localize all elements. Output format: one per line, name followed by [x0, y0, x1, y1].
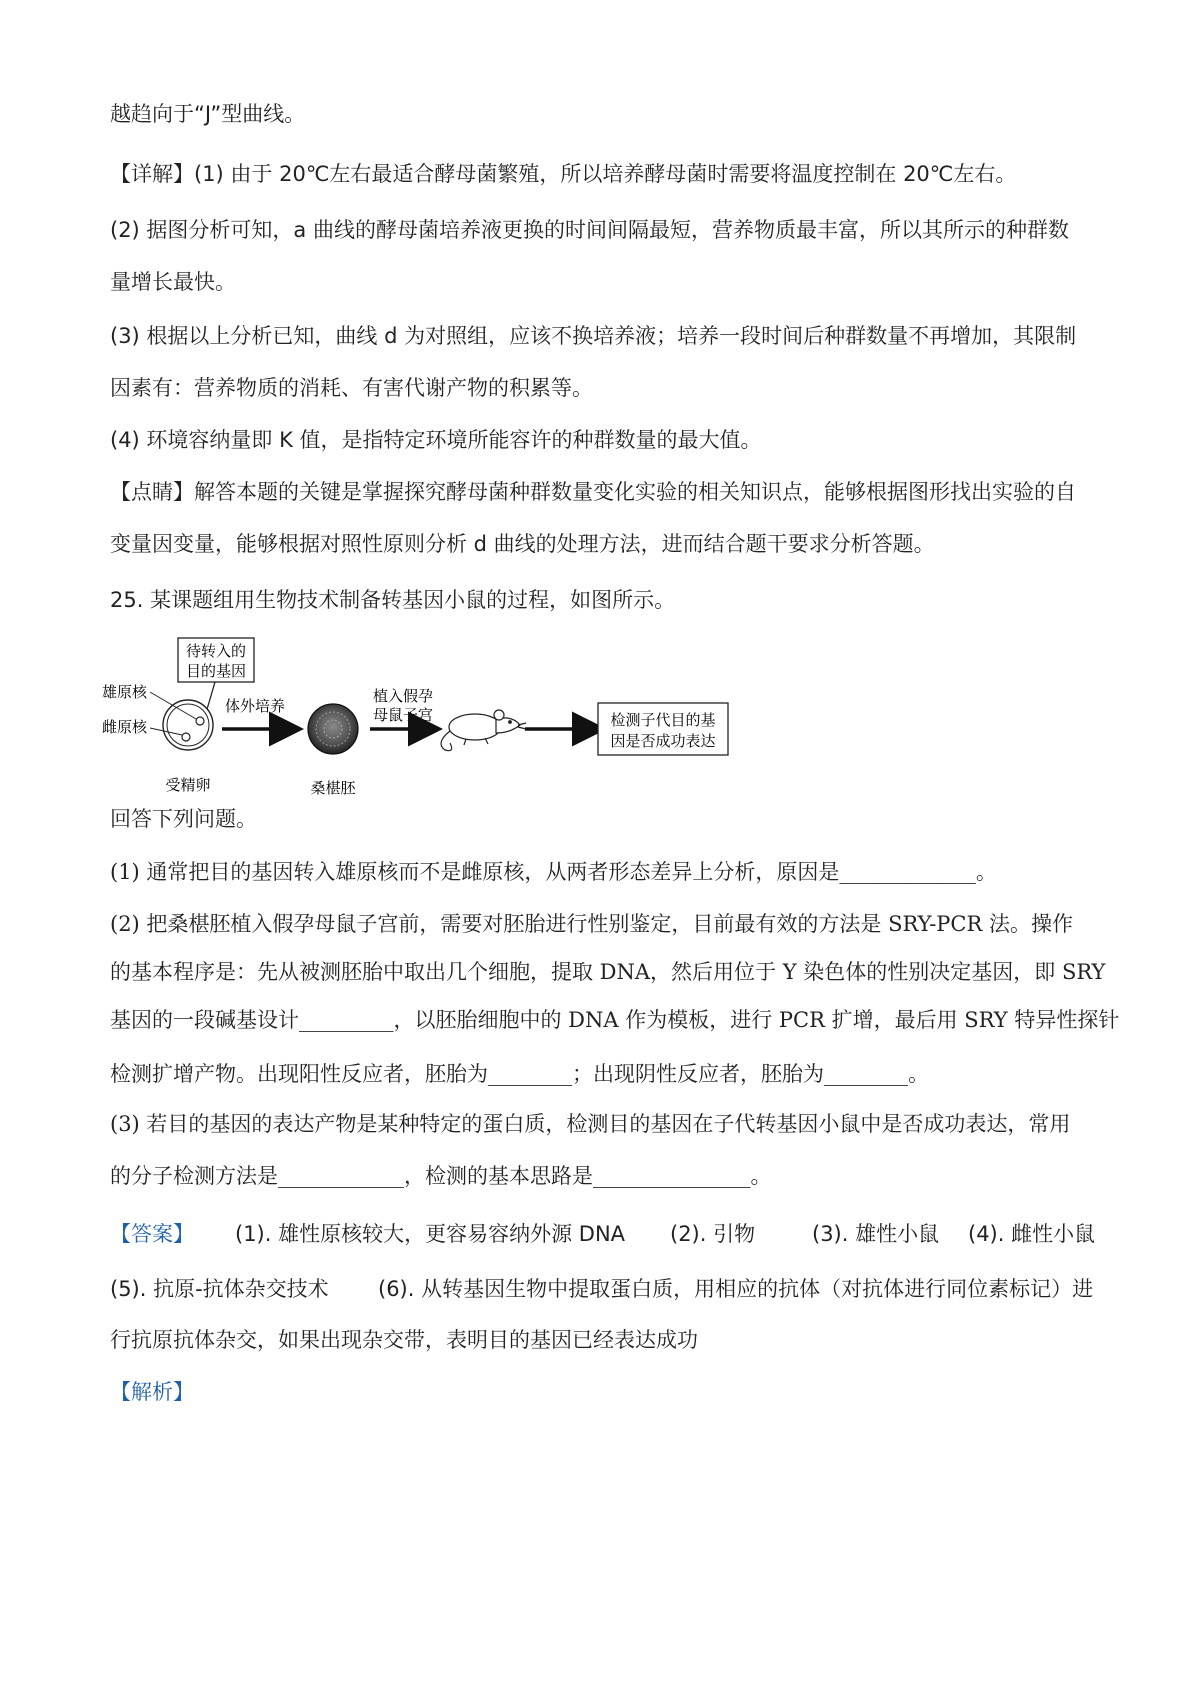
implant-label-1: 植入假孕 [373, 687, 434, 705]
text-line-6: 因素有：营养物质的消耗、有害代谢产物的积累等。 [110, 376, 593, 400]
answer-6-continued: 行抗原抗体杂交，如果出现杂交带，表明目的基因已经表达成功 [110, 1328, 698, 1352]
male-pronucleus [196, 717, 204, 725]
text-line-9: 变量因变量，能够根据对照性原则分析 d 曲线的处理方法，进而结合题干要求分析答题。 [110, 532, 935, 556]
question-1: (1) 通常把目的基因转入雄原核而不是雌原核，从两者形态差异上分析，原因是_____________。 [110, 860, 997, 884]
target-gene-label-1: 待转入的 [185, 642, 247, 660]
answer-6: (6). 从转基因生物中提取蛋白质，用相应的抗体（对抗体进行同位素标记）进 [378, 1277, 1094, 1301]
target-gene-label-2: 目的基因 [185, 662, 247, 680]
text-line-4: 量增长最快。 [110, 270, 236, 294]
text-line-2: 【详解】(1) 由于 20℃左右最适合酵母菌繁殖，所以培养酵母菌时需要将温度控制在 20℃左右。 [110, 162, 1017, 186]
text-line-3: (2) 据图分析可知，a 曲线的酵母菌培养液更换的时间间隔最短，营养物质最丰富，所以其所示的种群数 [110, 218, 1069, 242]
result-label-1: 检测子代目的基 [610, 711, 716, 729]
zygote-outer-circle [163, 700, 213, 750]
question-2-line-2: 的基本程序是：先从被测胚胎中取出几个细胞，提取 DNA，然后用位于 Y 染色体的性别决定基因，即 SRY [110, 960, 1106, 984]
answer-label: 【答案】 [110, 1222, 194, 1246]
text-line-7: (4) 环境容纳量即 K 值，是指特定环境所能容许的种群数量的最大值。 [110, 428, 762, 452]
female-pronucleus [182, 733, 190, 741]
question-2-line-1: (2) 把桑椹胚植入假孕母鼠子宫前，需要对胚胎进行性别鉴定，目前最有效的方法是 SRY-PCR 法。操作 [110, 912, 1073, 936]
answer-5: (5). 抗原-抗体杂交技术 [110, 1277, 329, 1301]
question-2-line-4: 检测扩增产物。出现阳性反应者，胚胎为________；出现阴性反应者，胚胎为________。 [110, 1062, 929, 1086]
text-line-5: (3) 根据以上分析已知，曲线 d 为对照组，应该不换培养液；培养一段时间后种群数量不再增加，其限制 [110, 324, 1077, 348]
text-line-1: 越趋向于“J”型曲线。 [110, 102, 306, 126]
male-pronucleus-label: 雄原核 [102, 683, 148, 701]
zygote-label: 受精卵 [165, 776, 211, 794]
question-2-line-3: 基因的一段碱基设计_________，以胚胎细胞中的 DNA 作为模板，进行 PCR 扩增，最后用 SRY 特异性探针 [110, 1008, 1120, 1032]
analysis-label: 【解析】 [110, 1380, 194, 1404]
mouse-icon [441, 710, 526, 751]
answer-1: (1). 雄性原核较大，更容易容纳外源 DNA [235, 1222, 626, 1246]
implant-label-2: 母鼠子宫 [373, 706, 434, 724]
question-3-line-1: (3) 若目的基因的表达产物是某种特定的蛋白质，检测目的基因在子代转基因小鼠中是否成功表达，常用 [110, 1112, 1071, 1136]
result-label-2: 因是否成功表达 [610, 732, 716, 750]
question-intro: 回答下列问题。 [110, 807, 257, 831]
answer-3: (3). 雄性小鼠 [812, 1222, 940, 1246]
answer-4: (4). 雌性小鼠 [968, 1222, 1096, 1246]
transgenic-mouse-diagram [100, 635, 740, 815]
text-line-8: 【点睛】解答本题的关键是掌握探究酵母菌种群数量变化实验的相关知识点，能够根据图形找出实验的自 [110, 480, 1076, 504]
in-vitro-culture-label: 体外培养 [225, 697, 286, 715]
morula-label: 桑椹胚 [310, 779, 356, 797]
question-25-title: 25. 某课题组用生物技术制备转基因小鼠的过程，如图所示。 [110, 588, 676, 612]
answer-2: (2). 引物 [670, 1222, 756, 1246]
question-3-line-2: 的分子检测方法是____________，检测的基本思路是_______________。 [110, 1164, 772, 1188]
female-pronucleus-label: 雌原核 [102, 718, 148, 736]
